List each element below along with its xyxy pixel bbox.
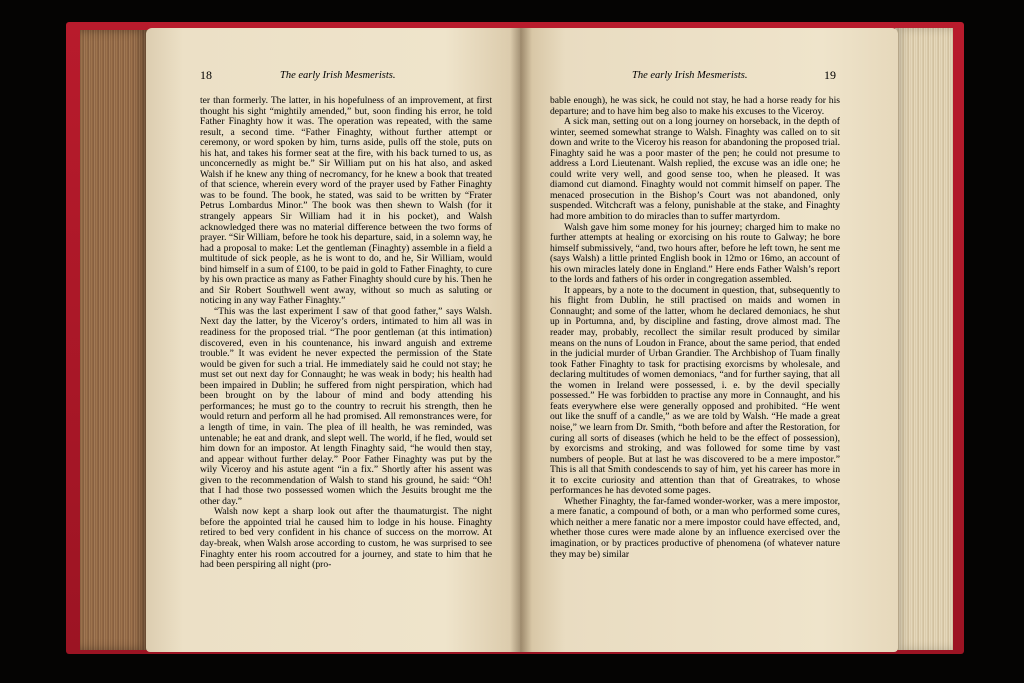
paragraph: bable enough), he was sick, he could not stay, he had a horse ready for his departure; and to have him beg also to make his excuses to the Viceroy. bbox=[550, 95, 840, 117]
page-edges-right bbox=[895, 28, 953, 650]
right-body-text bbox=[550, 96, 840, 560]
paragraph: Walsh gave him some money for his journey; charged him to make no further attempts at healing or exorcising on his route to Galway; he bore himself submissively, “and, two hours after, before he left town, he sent me (says Walsh) a little printed English book in 12mo or 16mo, an account of his own miracles lately done in England.” Here ends Father Walsh’s report to the lords and fathers of his order in congregation assembled. bbox=[550, 221, 840, 286]
right-page-content bbox=[520, 28, 898, 652]
paragraph: Whether Finaghty, the far-famed wonder-worker, was a mere impostor, a mere fanatic, a compound of both, or a man who performed some cures, which neither a mere fanatic nor a mere impostor could have effected, and, whether those cures were made alone by an influence exercised over the imagination, or by practices productive of phenomena (of whatever nature they may be) similar bbox=[550, 495, 840, 560]
paragraph: ter than formerly. The latter, in his hopefulness of an improvement, at first thought his sight “mightily amended,” but, soon finding his error, he told Father Finaghty how it was. The operation was repeated, with the same result, a second time. “Father Finaghty, without further attempt or ceremony, or word spoken by him, turns aside, pulls off the stole, puts on his hat, and takes his former seat at the fire, with his back turned to us, as unconcernedly as might be.” Sir William put on his hat also, and asked Walsh if he knew any thing of necromancy, for he knew a book that treated of that science, wherein every word of the prayer used by Father Finaghty was to be found. The book, he stated, was said to be written by “Frater Petrus Lombardus Minor.” The book was then shewn to Walsh (for it strangely appears Sir William had it in his pocket), and Walsh acknowledged there was no material difference between the two forms of prayer. “Sir William, before he took his departure, said, in a solemn way, he had a proposal to make: Let the gentleman (Finaghty) assemble in a field a multitude of sick people, as he is wont to do, and he, Sir William, would bind himself in a sum of £100, to be paid in gold to Father Finaghty, to cure by his own practice as many as Father Finaghty should cure by his. Then he and Sir Robert Southwell went away, without so much as saluting or noticing in any way Father Finaghty.” bbox=[200, 95, 492, 307]
paragraph: It appears, by a note to the document in question, that, subsequently to his flight from Dublin, he still practised on maids and women in Connaught; and some of the latter, whom he declared demoniacs, he shut up in Portumna, and, by discipline and fasting, drove almost mad. The reader may, probably, recollect the similar result produced by similar means on the nuns of Loudon in France, about the same period, that ended in the judicial murder of Urban Grandier. The Archbishop of Tuam finally took Father Finaghty to task for practising exorcisms by wholesale, and declaring multitudes of women demoniacs, “and for further saying, that all the women in Ireland were possessed, i. e. by the devil specially possessed.” He was forbidden to practise any more in Connaught, and his feats everywhere else were generally opposed and prohibited. “He went out like the snuff of a candle,” as we are told by Walsh. “He made a great noise,” we learn from Dr. Smith, “both before and after the Restoration, for curing all sorts of diseases (which he held to be the effect of possession), by exorcisms and stroking, and was followed for some time by vast numbers of people. But at last he was discovered to be a mere impostor.” This is all that Smith condescends to say of him, yet his career has more in it to excite curiosity and attention than that of Greatrakes, to whose performances he has devoted some pages. bbox=[550, 284, 840, 497]
paragraph: Walsh now kept a sharp look out after the thaumaturgist. The night before the appointed trial he caused him to lodge in his house. Finaghty retired to bed very confident in his chance of success on the morrow. At day-break, when Walsh arose according to custom, he was surprised to see Finaghty enter his room accoutred for a journey, and state to him that he had been perspiring all night (pro- bbox=[200, 506, 492, 571]
left-body-text bbox=[200, 96, 492, 571]
left-running-head: The early Irish Mesmerists. bbox=[280, 70, 396, 81]
page-edges-left bbox=[80, 30, 148, 650]
paragraph: A sick man, setting out on a long journey on horseback, in the depth of winter, seemed somewhat strange to Walsh. Finaghty was called on to sit down and write to the Viceroy his reason for abandoning the proposed trial. Finaghty said he was a poor master of the pen; he could not presume to address a Lord Lieutenant. Walsh replied, the excuse was an idle one; he could write very well, and good sense too, when he pleased. It was diamond cut diamond. Finaghty would not commit himself on paper. The menaced prosecution in the Bishop’s Court was not abandoned, only suspended. Witchcraft was a felony, punishable at the stake, and Finaghty had more ambition to do miracles than to suffer martyrdom. bbox=[550, 116, 840, 223]
right-running-head: The early Irish Mesmerists. bbox=[632, 70, 748, 81]
right-page-number: 19 bbox=[824, 68, 836, 82]
paragraph: “This was the last experiment I saw of that good father,” says Walsh. Next day the latter, by the Viceroy’s orders, intimated to him all was in readiness for the proposed trial. “The poor gentleman (at this intimation) discovered, even in his countenance, his inward anguish and extreme trouble.” It was evident he never expected the permission of the State would be given for such a trial. He immediately said he could not stay; he must set out next day for Connaught; he was weak in body; his health had been impaired in Dublin; he suffered from night perspiration, which had been brought on by the labour of mind and body attending his performances; he must go to the country to recruit his strength, then he would return and perform all he had promised. All remonstrances were, for a length of time, in vain. The plea of ill health, he was reminded, was untenable; he eat and drank, and slept well. The world, if he fled, would set him down for an impostor. At length Finaghty said, “he would then stay, and appear without further delay.” Poor Father Finaghty was put by the wily Viceroy and his astute agent “in a fix.” Shortly after his assent was given to the recommendation of Walsh to stand his ground, he said: “Oh! that I had those two possessed women which the Jesuits brought me the other day.” bbox=[200, 305, 492, 507]
left-page-content bbox=[146, 28, 520, 652]
left-page-number: 18 bbox=[200, 68, 212, 82]
